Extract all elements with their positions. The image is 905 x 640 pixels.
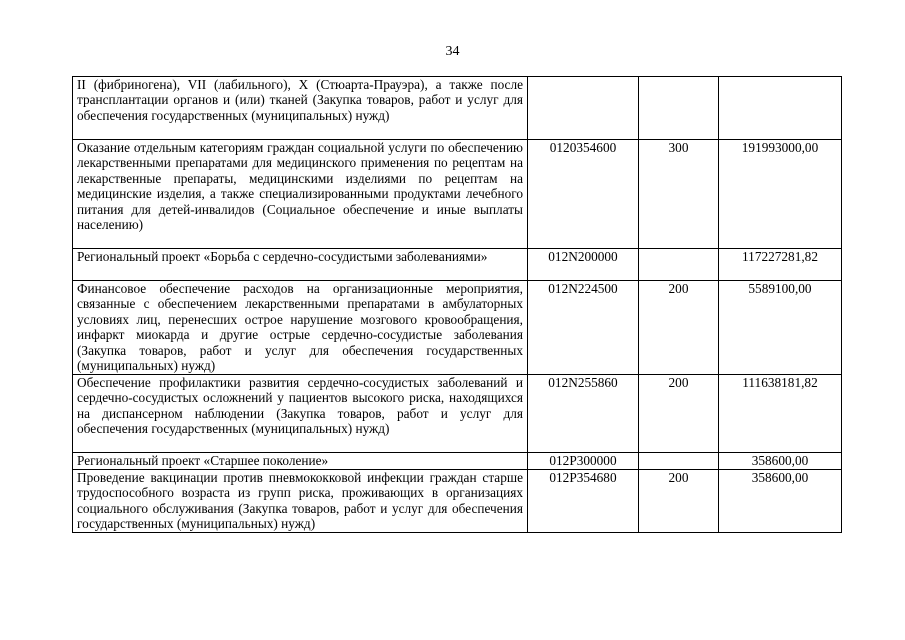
- row-code: 012N255860: [528, 375, 639, 453]
- row-sum: 358600,00: [719, 470, 842, 533]
- row-name: II (фибриногена), VII (лабильного), X (Стюарта-Прауэра), а также после трансплантации органов и (или) тканей (Закупка товаров, работ и услуг для обеспечения государственных (муниципальных) нужд): [73, 77, 528, 140]
- table-row: [73, 453, 842, 470]
- row-expense-type: 200: [639, 281, 719, 375]
- row-expense-type: [639, 453, 719, 470]
- row-code: 012P300000: [528, 453, 639, 470]
- row-code: 012P354680: [528, 470, 639, 533]
- row-code: 0120354600: [528, 140, 639, 249]
- row-code: [528, 77, 639, 140]
- table-row: [73, 140, 842, 249]
- row-code: 012N224500: [528, 281, 639, 375]
- row-name: Обеспечение профилактики развития сердечно-сосудистых заболеваний и сердечно-сосудистых осложнений у пациентов высокого риска, находящихся на диспансерном наблюдении (Закупка товаров, работ и услуг для обеспечения государственных (муниципальных) нужд): [73, 375, 528, 453]
- row-name: Проведение вакцинации против пневмококковой инфекции граждан старше трудоспособного возраста из групп риска, проживающих в организациях социального обслуживания (Закупка товаров, работ и услуг для обеспечения государственных (муниципальных) нужд): [73, 470, 528, 533]
- table-row: [73, 375, 842, 453]
- row-sum: 5589100,00: [719, 281, 842, 375]
- table-row: [73, 470, 842, 533]
- table-row: [73, 77, 842, 140]
- table-row: [73, 249, 842, 281]
- row-sum: 358600,00: [719, 453, 842, 470]
- row-name: Региональный проект «Борьба с сердечно-сосудистыми заболеваниями»: [73, 249, 528, 281]
- row-name: Финансовое обеспечение расходов на организационные мероприятия, связанные с обеспечением лекарственными препаратами в амбулаторных условиях лиц, перенесших острое нарушение мозгового кровообращения, инфаркт миокарда и другие острые сердечно-сосудистые заболевания (Закупка товаров, работ и услуг для обеспечения государственных (муниципальных) нужд): [73, 281, 528, 375]
- row-sum: 117227281,82: [719, 249, 842, 281]
- page-number: 34: [445, 44, 460, 59]
- row-expense-type: [639, 249, 719, 281]
- row-expense-type: 200: [639, 470, 719, 533]
- table-row: [73, 281, 842, 375]
- row-expense-type: [639, 77, 719, 140]
- row-sum: [719, 77, 842, 140]
- row-sum: 191993000,00: [719, 140, 842, 249]
- row-name: Региональный проект «Старшее поколение»: [73, 453, 528, 470]
- row-expense-type: 200: [639, 375, 719, 453]
- row-sum: 111638181,82: [719, 375, 842, 453]
- row-name: Оказание отдельным категориям граждан социальной услуги по обеспечению лекарственными препаратами для медицинского применения по рецептам на лекарственные препараты, медицинскими изделиями по рецептам на медицинские изделия, а также специализированными продуктами лечебного питания для детей-инвалидов (Социальное обеспечение и иные выплаты населению): [73, 140, 528, 249]
- row-expense-type: 300: [639, 140, 719, 249]
- budget-table: [72, 76, 842, 533]
- row-code: 012N200000: [528, 249, 639, 281]
